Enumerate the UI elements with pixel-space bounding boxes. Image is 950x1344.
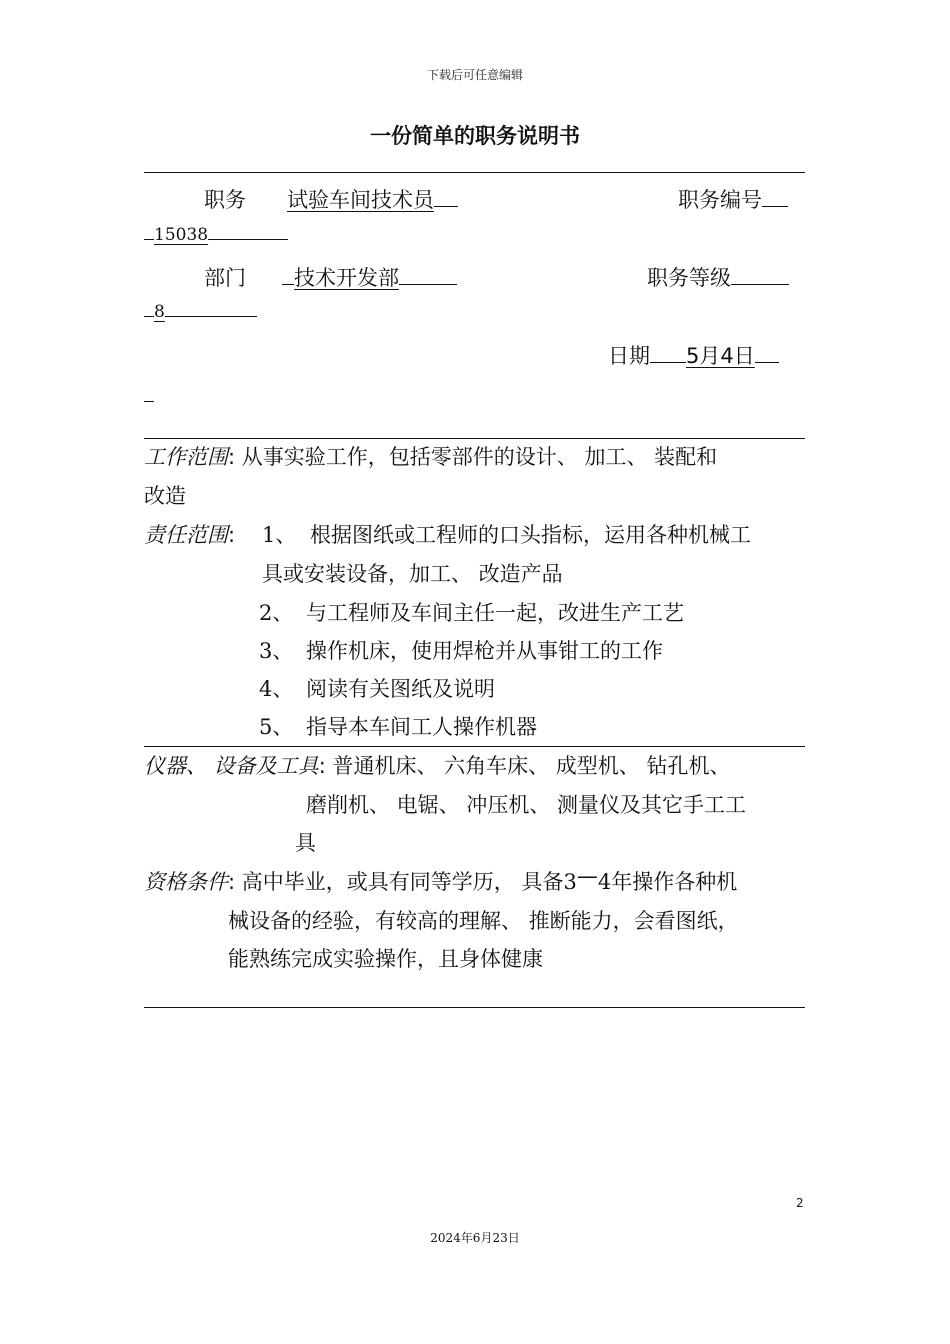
equipment-line1 <box>144 750 730 780</box>
date-wrap <box>608 340 779 370</box>
position-value-wrap <box>287 184 458 214</box>
code-blank-1 <box>762 205 788 207</box>
resp-num-5: 5、 <box>259 715 294 739</box>
date-value: 5月4日 <box>686 344 755 368</box>
resp-num-4: 4、 <box>259 677 294 701</box>
page-title: 一份简单的职务说明书 <box>370 124 580 148</box>
dept-value: 技术开发部 <box>294 266 399 290</box>
resp-item-4: 阅读有关图纸及说明 <box>306 677 495 701</box>
dept-blank-pre <box>282 283 294 285</box>
work-scope-label: 工作范围 <box>144 445 228 469</box>
qualification-num2: 4 <box>597 870 612 894</box>
resp-item-1-line1: 根据图纸或工程师的口头指标，运用各种机械工 <box>310 523 751 547</box>
work-scope-text1: 从事实验工作，包括零部件的设计、 加工、 装配和 <box>241 445 718 469</box>
code-blank-2 <box>208 238 288 240</box>
qualification-label: 资格条件 <box>144 870 228 894</box>
responsibility-label: 责任范围 <box>144 523 228 547</box>
grade-value: 8 <box>154 302 165 322</box>
dept-label: 部门 <box>204 266 246 290</box>
grade-value-wrap <box>144 302 257 322</box>
grade-blank-2 <box>165 315 257 317</box>
date-trailing-blank <box>144 401 154 402</box>
grade-label: 职务等级 <box>647 266 731 290</box>
resp-item-2: 与工程师及车间主任一起，改进生产工艺 <box>306 601 684 625</box>
dept-blank <box>399 283 457 285</box>
qualification-text1a: 高中毕业，或具有同等学历， 具备 <box>241 870 564 894</box>
code-value: 15038 <box>154 225 209 245</box>
grade-label-wrap <box>647 262 789 292</box>
code-value-wrap <box>144 225 288 245</box>
qualification-line1 <box>144 866 737 896</box>
resp-item-1-line2: 具或安装设备，加工、 改造产品 <box>262 562 563 586</box>
equipment-line2: 磨削机、 电锯、 冲压机、 测量仪及其它手工工 <box>306 793 747 817</box>
work-scope-line1 <box>144 441 717 471</box>
middle-divider <box>144 438 805 439</box>
resp-num-1: 1、 <box>262 523 297 547</box>
position-value: 试验车间技术员 <box>287 188 434 212</box>
qualification-line2: 械设备的经验，有较高的理解、 推断能力，会看图纸， <box>228 909 739 933</box>
page-number: 2 <box>796 1196 804 1210</box>
date-blank-post <box>755 361 779 363</box>
resp-num-3: 3、 <box>259 639 294 663</box>
resp-item-3: 操作机床，使用焊枪并从事钳工的工作 <box>306 639 663 663</box>
responsibility-label-wrap <box>144 519 235 549</box>
qualification-dash: — <box>576 864 598 888</box>
top-divider <box>144 172 805 173</box>
colon: : <box>318 754 333 778</box>
header-note: 下载后可任意编辑 <box>426 68 523 82</box>
qualification-line3: 能熟练完成实验操作，且身体健康 <box>228 947 543 971</box>
equipment-label: 仪器、 设备及工具 <box>144 754 319 778</box>
grade-blank-1 <box>731 283 789 285</box>
date-label: 日期 <box>608 344 650 368</box>
colon: : <box>228 870 242 894</box>
code-label-wrap <box>678 184 788 214</box>
code-blank-pre <box>144 238 154 240</box>
colon: : <box>228 445 242 469</box>
resp-num-2: 2、 <box>259 601 294 625</box>
work-scope-line2: 改造 <box>144 484 186 508</box>
resp-item-5: 指导本车间工人操作机器 <box>306 715 537 739</box>
equipment-line3: 具 <box>295 831 316 855</box>
dept-value-wrap <box>282 262 457 292</box>
grade-blank-pre <box>144 315 154 317</box>
date-blank-pre <box>650 361 686 363</box>
position-blank <box>434 205 458 207</box>
colon: : <box>228 523 236 547</box>
footer-date: 2024年6月23日 <box>430 1231 520 1245</box>
equipment-divider <box>144 746 805 747</box>
qualification-text1b: 年操作各种机 <box>611 870 738 894</box>
bottom-divider <box>144 1007 805 1008</box>
code-label: 职务编号 <box>678 188 762 212</box>
position-label: 职务 <box>204 188 246 212</box>
qualification-num1: 3 <box>563 870 577 894</box>
equipment-text1: 普通机床、 六角车床、 成型机、 钻孔机、 <box>332 754 731 778</box>
